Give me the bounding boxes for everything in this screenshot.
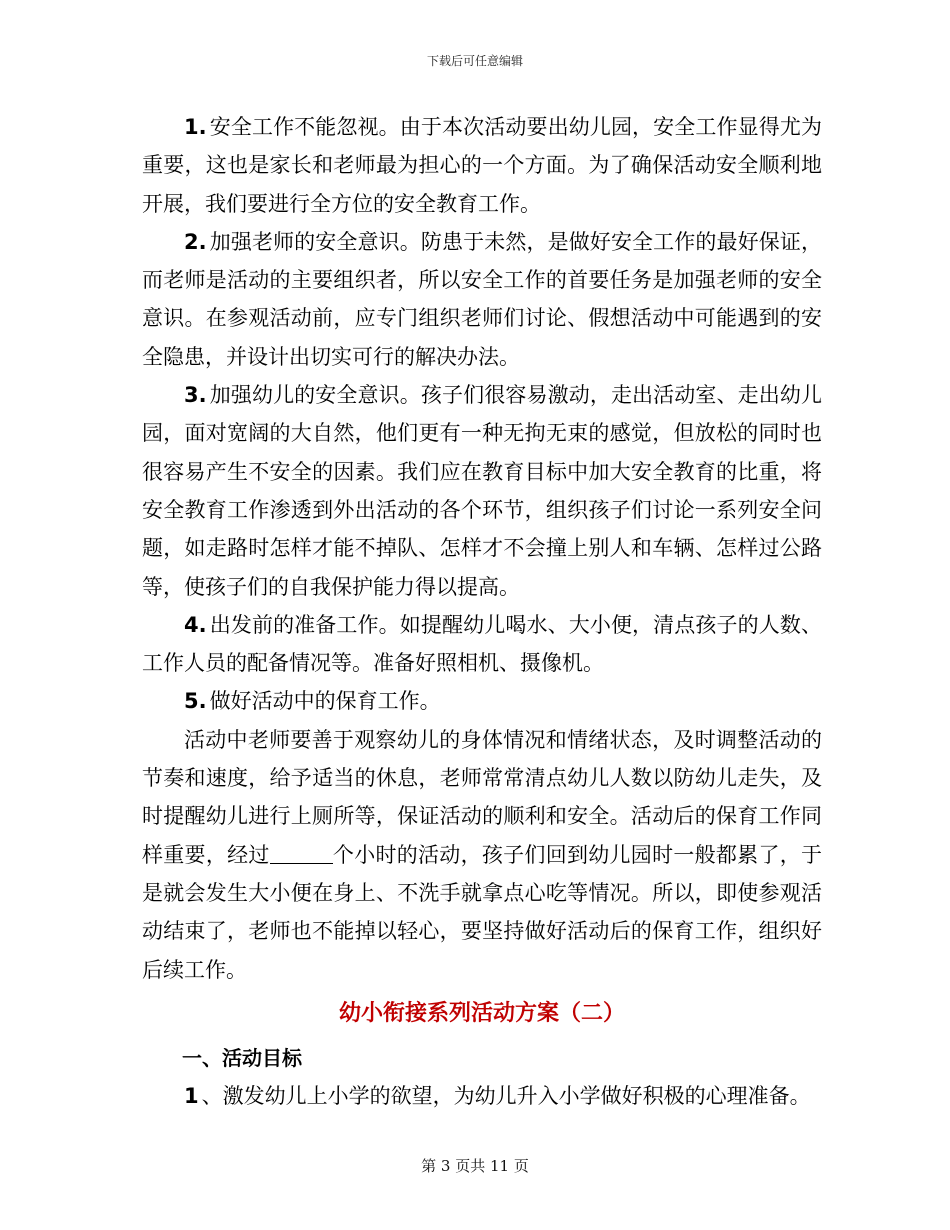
item-number: 1. <box>184 115 207 139</box>
paragraph-safety-1 <box>142 108 822 223</box>
paragraph-safety-4 <box>142 606 822 683</box>
section-title: 幼小衔接系列活动方案（二） <box>338 999 625 1026</box>
item-number: 4. <box>184 612 207 637</box>
item-number: 1 <box>184 1083 199 1108</box>
paragraph-text: 做好活动中的保育工作。 <box>209 689 441 714</box>
paragraph-text: 出发前的准备工作。如提醒幼儿喝水、大小便，清点孩子的人数、工作人员的配备情况等。准备好照相机、摄像机。 <box>142 612 822 676</box>
item-number: 5. <box>184 689 207 714</box>
subheading-goals: 一、活动目标 <box>182 1045 302 1070</box>
fill-in-blank <box>270 842 333 864</box>
paragraph-text: 加强幼儿的安全意识。孩子们很容易激动，走出活动室、走出幼儿园，面对宽阔的大自然，他们更有一种无拘无束的感觉，但放松的同时也很容易产生不安全的因素。我们应在教育目标中加大安全教育的比重，将安全教育工作渗透到外出活动的各个环节，组织孩子们讨论一系列安全问题，如走路时怎样才能不掉队、怎样才不会撞上别人和车辆、怎样过公路等，使孩子们的自我保护能力得以提高。 <box>142 383 822 599</box>
page-footer: 第 3 页共 11 页 <box>421 1157 529 1175</box>
page-header: 下载后可任意编辑 <box>426 54 523 68</box>
paragraph-safety-3 <box>142 376 822 606</box>
item-number: 3. <box>184 383 207 408</box>
paragraph-safety-2 <box>142 223 822 376</box>
document-body <box>142 108 822 1115</box>
closing-text-before: 活动中老师要善于观察幼儿的身体情况和情绪状态，及时调整活动的节奏和速度，给予适当的休息，老师常常清点幼儿人数以防幼儿走失，及时提醒幼儿进行上厕所等，保证活动的顺利和安全。活动后的保育工作同样重要，经过 <box>142 727 822 867</box>
paragraph-safety-5 <box>142 682 822 720</box>
item-number: 2. <box>184 229 207 254</box>
goal-text: 、激发幼儿上小学的欲望，为幼儿升入小学做好积极的心理准备。 <box>201 1083 811 1108</box>
paragraph-text: 加强老师的安全意识。防患于未然，是做好安全工作的最好保证，而老师是活动的主要组织者，所以安全工作的首要任务是加强老师的安全意识。在参观活动前，应专门组织老师们讨论、假想活动中可能遇到的安全隐患，并设计出切实可行的解决办法。 <box>142 229 822 369</box>
paragraph-closing <box>142 721 822 989</box>
closing-text-after: 个小时的活动，孩子们回到幼儿园时一般都累了，于是就会发生大小便在身上、不洗手就拿点心吃等情况。所以，即使参观活动结束了，老师也不能掉以轻心，要坚持做好活动后的保育工作，组织好后续工作。 <box>142 842 822 982</box>
goal-item-1 <box>142 1077 822 1115</box>
paragraph-text: 安全工作不能忽视。由于本次活动要出幼儿园，安全工作显得尤为重要，这也是家长和老师最为担心的一个方面。为了确保活动安全顺利地开展，我们要进行全方位的安全教育工作。 <box>142 115 822 216</box>
